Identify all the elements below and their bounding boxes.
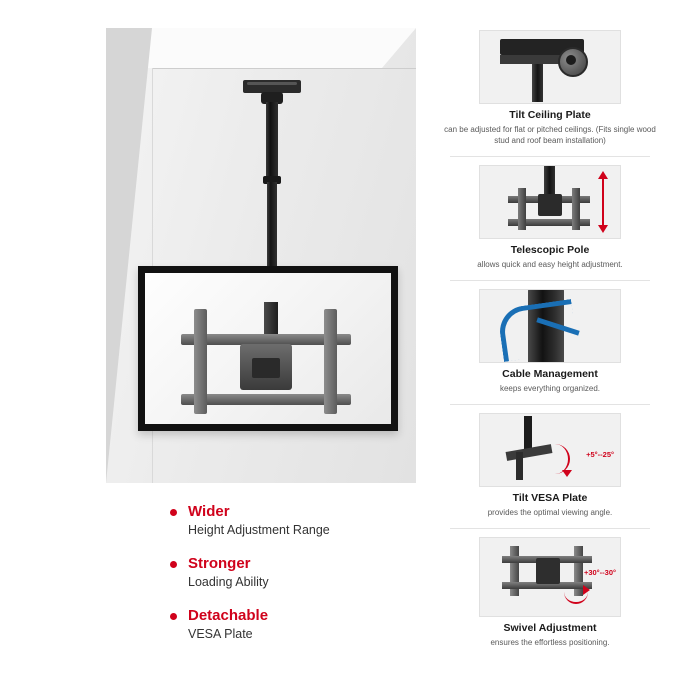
swivel-angle-badge: +30°--30° (583, 568, 616, 577)
callout-thumbnail (479, 413, 621, 487)
callout-description: ensures the effortless positioning. (490, 638, 610, 647)
ceiling-plate-face (500, 55, 560, 64)
callout-title: Cable Management (502, 368, 598, 380)
swivel-arc-arrow-icon (564, 584, 588, 604)
tilt-disc-center (566, 55, 576, 65)
callout-cable-management (430, 289, 670, 394)
callout-title: Tilt Ceiling Plate (509, 109, 591, 121)
vesa-rail-right (324, 309, 337, 414)
vesa-rail-left (194, 309, 207, 414)
callout-description: can be adjusted for flat or pitched ceilings. (Fits single wood stud and roof beam installation) (444, 125, 656, 145)
pole-part (544, 166, 555, 196)
pole-part (524, 416, 532, 450)
ceiling-plate-highlight (247, 82, 297, 85)
callout-tilt-ceiling-plate (430, 30, 670, 146)
feature-title: Stronger (188, 555, 251, 572)
feature-item (170, 503, 400, 538)
callout-description: provides the optimal viewing angle. (487, 508, 613, 517)
hero-product-photo (106, 28, 416, 483)
callout-swivel-adjustment (430, 537, 670, 648)
callout-tilt-vesa-plate (430, 413, 670, 518)
ceiling-edge-line (152, 68, 416, 69)
feature-item (170, 607, 400, 642)
callout-divider (450, 528, 650, 529)
callout-title: Swivel Adjustment (503, 622, 597, 634)
vesa-rail-left (518, 188, 526, 230)
callout-description: allows quick and easy height adjustment. (477, 260, 623, 269)
callout-title: Telescopic Pole (510, 244, 590, 256)
callout-thumbnail (479, 30, 621, 104)
center-hub (536, 558, 560, 584)
callout-column (430, 30, 670, 658)
feature-item (170, 555, 400, 590)
callout-divider (450, 404, 650, 405)
bullet-dot-icon (170, 509, 177, 516)
callout-telescopic-pole (430, 165, 670, 270)
callout-thumbnail (479, 537, 621, 617)
vesa-rail (516, 452, 523, 480)
feature-title: Wider (188, 503, 230, 520)
feature-title: Detachable (188, 607, 269, 624)
up-down-arrow-icon (602, 178, 604, 226)
pole-stub (532, 64, 543, 102)
callout-description: keeps everything organized. (499, 384, 601, 393)
feature-subtitle: Loading Ability (188, 575, 269, 589)
callout-divider (450, 280, 650, 281)
feature-list (170, 503, 400, 659)
bullet-dot-icon (170, 613, 177, 620)
feature-subtitle: Height Adjustment Range (188, 523, 330, 537)
bullet-dot-icon (170, 561, 177, 568)
vesa-rail-right (572, 188, 580, 230)
callout-title: Tilt VESA Plate (512, 492, 588, 504)
telescopic-pole-upper (266, 102, 278, 178)
center-hub (538, 194, 562, 216)
callout-divider (450, 156, 650, 157)
callout-thumbnail (479, 289, 621, 363)
room-ceiling (106, 28, 416, 68)
callout-thumbnail (479, 165, 621, 239)
tilt-arc-arrow-icon (546, 444, 570, 474)
mount-center-hub-inner (252, 358, 280, 378)
tilt-angle-badge: +5°--25° (586, 450, 614, 459)
feature-subtitle: VESA Plate (188, 627, 253, 641)
